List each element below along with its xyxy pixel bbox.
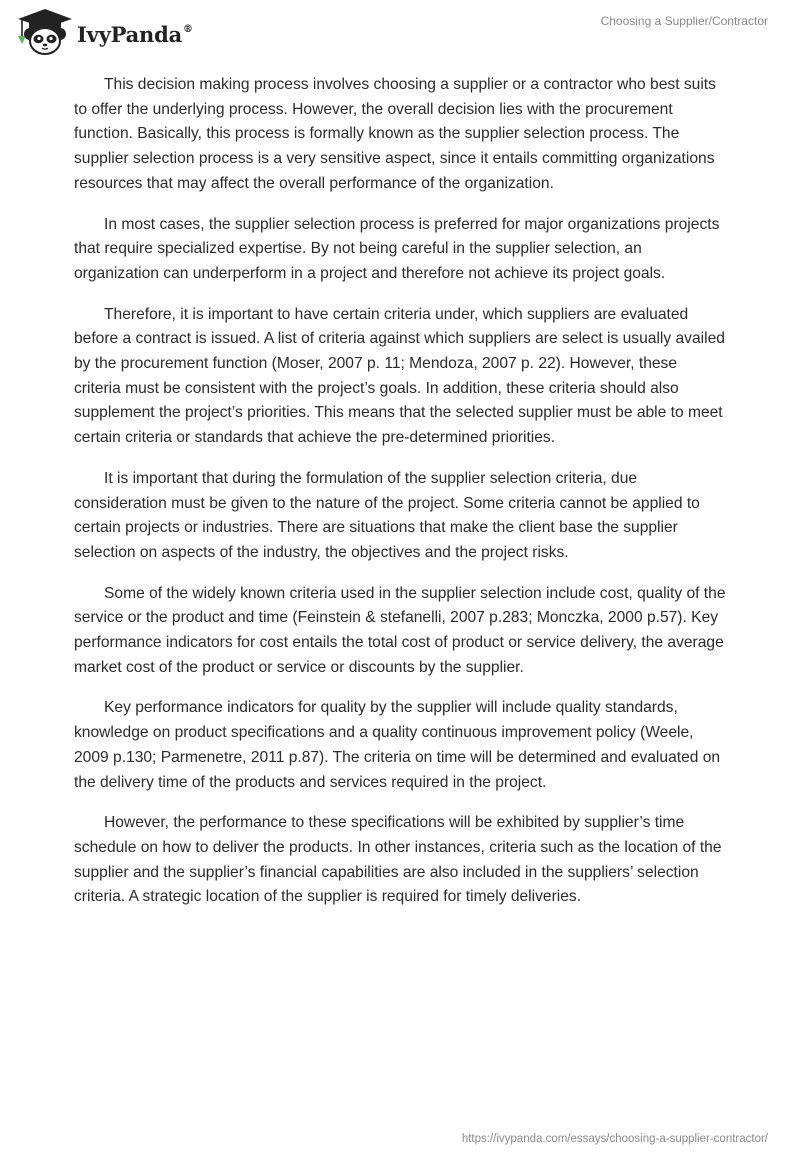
paragraph: Key performance indicators for quality by the supplier will include quality standards, knowledge on product specifications and a quality continuous improvement policy (Weele, 2009 p.130; Parmenetre, 2011 p.87). The criteria on time will be determined and evaluated on the delivery time of the products and services required in the project.: [74, 699, 721, 791]
registered-mark: ®: [183, 24, 193, 35]
paragraph: This decision making process involves choosing a supplier or a contractor who best suits to offer the underlying process. However, the overall decision lies with the procurement function. Basically, this process is formally known as the supplier selection process. The supplier selection process is a very sensitive aspect, since it entails committing organizations resources that may affect the overall performance of the organization.: [74, 76, 716, 192]
brand-name[interactable]: [77, 22, 193, 47]
paragraph: However, the performance to these specifications will be exhibited by supplier’s time schedule on how to deliver the products. In other instances, criteria such as the location of the supplier and the supplier’s financial capabilities are also included in the suppliers’ selection criteria. A strategic location of the supplier is required for timely deliveries.: [74, 814, 722, 906]
footer-url[interactable]: https://ivypanda.com/essays/choosing-a-supplier-contractor/: [461, 1133, 768, 1145]
page-header: [0, 0, 800, 60]
paragraph: It is important that during the formulation of the supplier selection criteria, due consideration must be given to the nature of the project. Some criteria cannot be applied to certain projects or industries. There are situations that make the client base the supplier selection on aspects of the industry, the objectives and the project risks.: [74, 469, 700, 561]
brand-text: IvyPanda: [77, 22, 183, 47]
paragraph: Some of the widely known criteria used in the supplier selection include cost, quality of the service or the product and time (Feinstein & stefanelli, 2007 p.283; Monczka, 2000 p.57). Key performance indicators for cost entails the total cost of product or service delivery, the average market cost of the product or service or discounts by the supplier.: [74, 584, 726, 676]
paragraph: In most cases, the supplier selection process is preferred for major organizations projects that require specialized expertise. By not being careful in the supplier selection, an organization can underperform in a project and therefore not achieve its project goals.: [74, 215, 720, 282]
essay-body: [74, 73, 726, 926]
document-title: Choosing a Supplier/Contractor: [600, 14, 768, 28]
ivypanda-logo-icon[interactable]: [14, 8, 76, 56]
paragraph: Therefore, it is important to have certain criteria under, which suppliers are evaluated before a contract is issued. A list of criteria against which suppliers are select is usually availed by the procurement function (Moser, 2007 p. 11; Mendoza, 2007 p. 22). However, these criteria must be consistent with the project’s goals. In addition, these criteria should also supplement the project’s priorities. This means that the selected supplier must be able to meet certain criteria or standards that achieve the pre-determined priorities.: [74, 305, 725, 447]
